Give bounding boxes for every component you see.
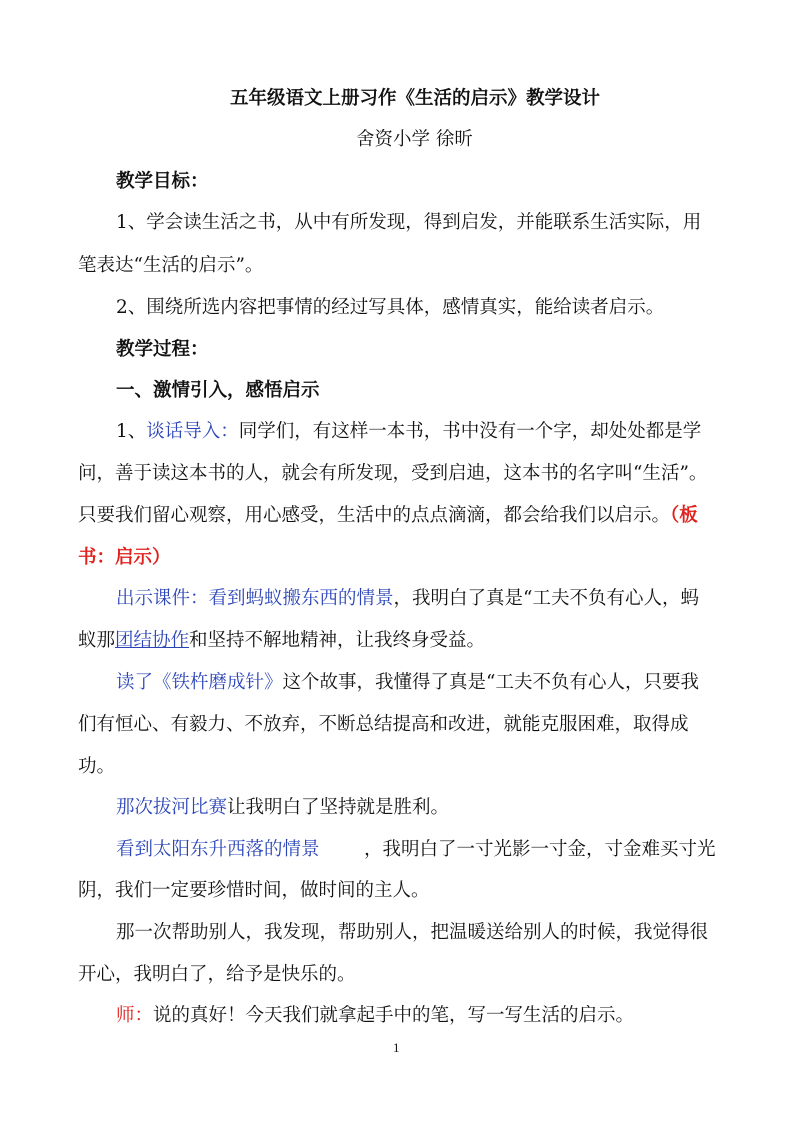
ant-line-prefix: 蚁那 <box>78 630 116 651</box>
tug-of-war-phrase: 那次拔河比赛 <box>116 797 228 818</box>
courseware-ant-scene: 看到蚂蚁搬东西的情景 <box>208 588 394 609</box>
pestle-line-1 <box>116 670 699 696</box>
step-1-line-3 <box>78 503 698 529</box>
ant-line-suffix: 和坚持不解地精神，让我终身受益。 <box>189 630 486 651</box>
pestle-text: 这个故事，我懂得了真是“工夫不负有心人，只要我 <box>282 672 699 693</box>
sun-line-2: 阴，我们一定要珍惜时间，做时间的主人。 <box>78 880 430 901</box>
tug-of-war-line <box>116 795 449 821</box>
step-1-line-2: 问，善于读这本书的人，就会有所发现，受到启迪，这本书的名字叫“生活”。 <box>78 463 708 484</box>
pestle-line-3: 功。 <box>78 756 116 777</box>
objective-1-line-2: 笔表达“生活的启示”。 <box>78 255 264 276</box>
step-1-line-1 <box>116 419 701 445</box>
sun-text: ，我明白了一寸光影一寸金，寸金难买寸光 <box>364 839 716 860</box>
objectives-heading: 教学目标： <box>116 171 209 192</box>
author-line: 舍资小学 徐昕 <box>356 129 473 150</box>
teacher-text: 说的真好！今天我们就拿起手中的笔，写一写生活的启示。 <box>153 1005 635 1026</box>
tug-of-war-text: 让我明白了坚持就是胜利。 <box>227 797 450 818</box>
courseware-line-1 <box>116 586 699 612</box>
step-1-label: 谈话导入： <box>146 421 239 442</box>
help-line-1: 那一次帮助别人，我发现，帮助别人，把温暖送给别人的时候，我觉得很 <box>116 922 709 943</box>
step-1-text: 同学们，有这样一本书，书中没有一个字，却处处都是学 <box>238 421 702 442</box>
section-1-heading: 一、激情引入，感悟启示 <box>116 380 320 401</box>
process-heading: 教学过程： <box>116 339 209 360</box>
board-note-part-1: （板 <box>670 505 698 526</box>
courseware-label: 出示课件： <box>116 588 209 609</box>
document-title: 五年级语文上册习作《生活的启示》教学设计 <box>230 88 601 109</box>
help-line-2: 开心，我明白了，给予是快乐的。 <box>78 964 356 985</box>
courseware-line-2 <box>78 628 485 654</box>
pestle-story-title: 读了《铁杵磨成针》 <box>116 672 283 693</box>
board-note-part-2: 书：启示） <box>78 547 171 568</box>
courseware-text: ，我明白了真是“工夫不负有心人，蚂 <box>393 588 699 609</box>
objective-1-line-1: 1、学会读生活之书，从中有所发现，得到启发，并能联系生活实际，用 <box>116 212 702 233</box>
pestle-line-2: 们有恒心、有毅力、不放弃，不断总结提高和改进，就能克服困难，取得成 <box>78 714 689 735</box>
teamwork-phrase: 团结协作 <box>115 630 190 651</box>
sun-scene-phrase: 看到太阳东升西落的情景 <box>116 839 320 860</box>
step-1-line-3-text: 只要我们留心观察，用心感受，生活中的点点滴滴，都会给我们以启示。 <box>78 505 671 526</box>
step-1-number: 1、 <box>116 421 147 442</box>
teacher-line <box>116 1003 634 1029</box>
page-number: 1 <box>393 1040 400 1055</box>
objective-2: 2、围绕所选内容把事情的经过写具体，感情真实，能给读者启示。 <box>116 297 665 318</box>
teacher-label: 师： <box>116 1005 154 1026</box>
